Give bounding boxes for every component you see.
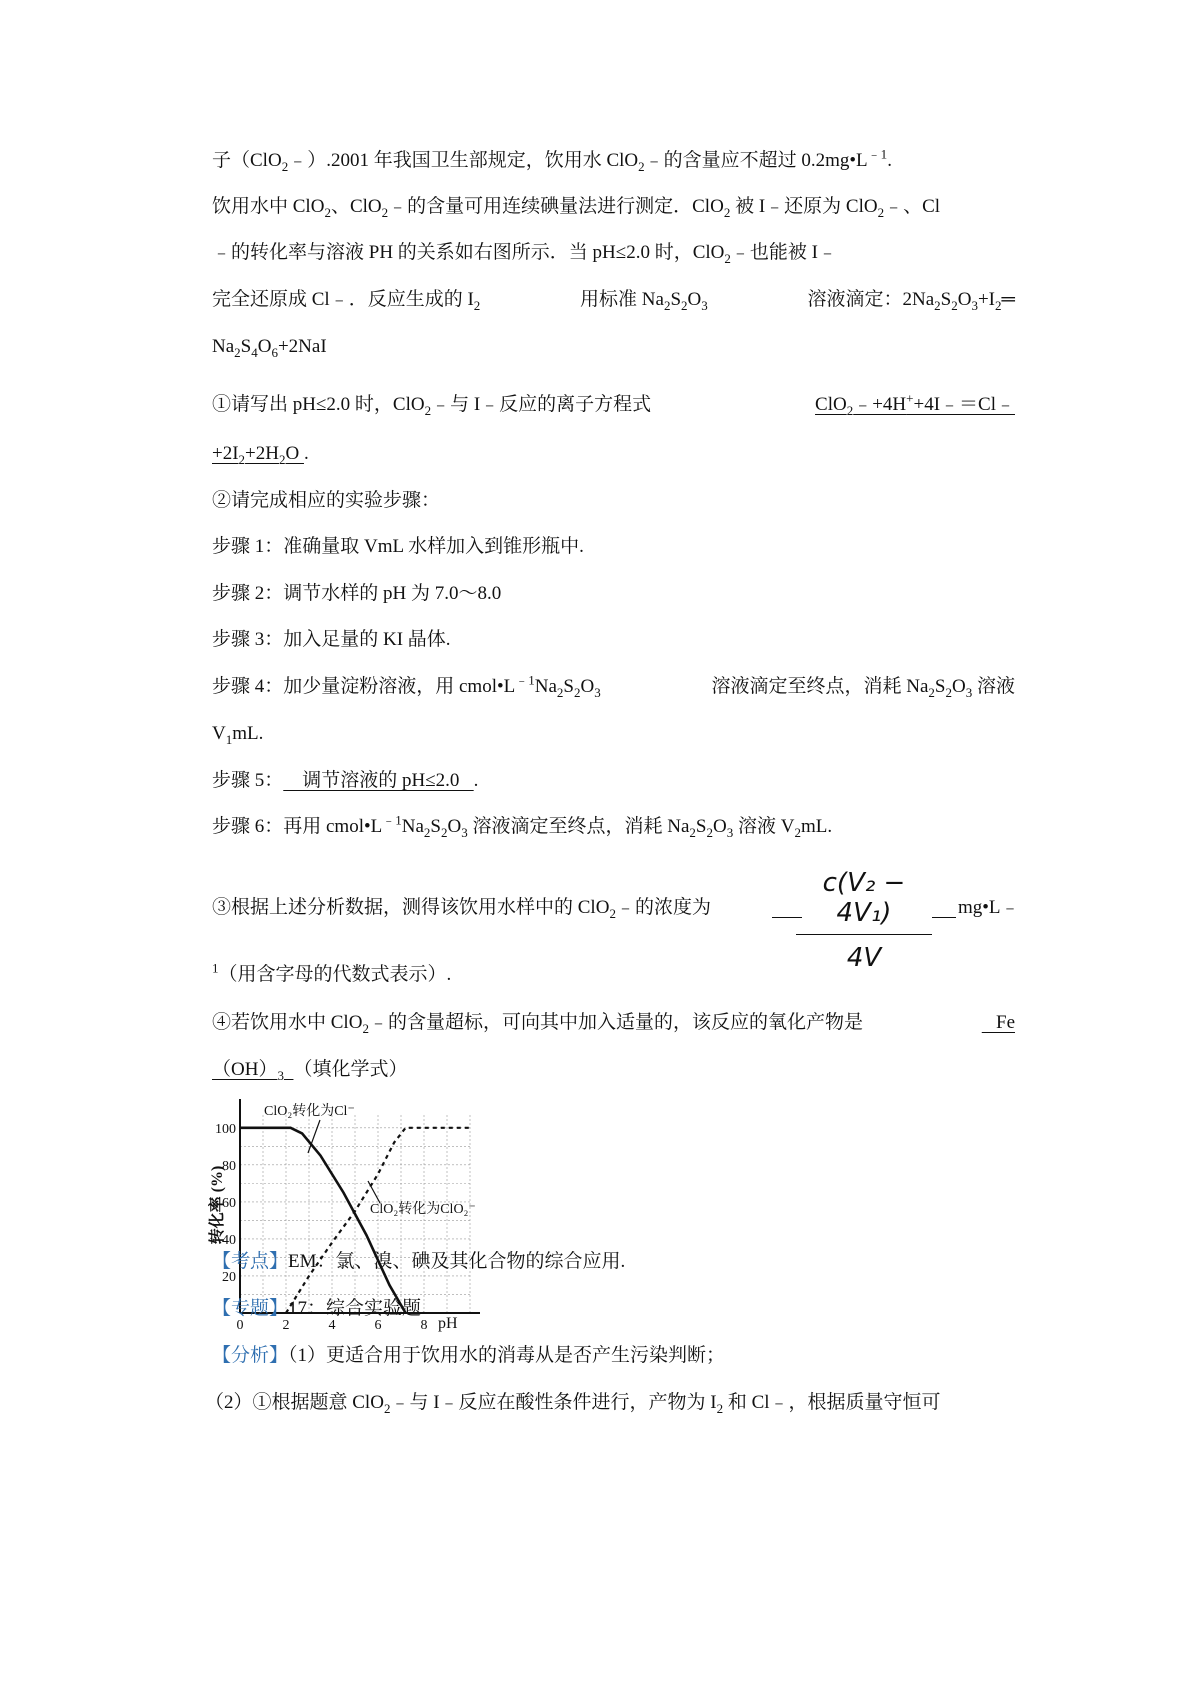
- text-line-3: [212, 240, 1015, 266]
- sub: 3: [965, 684, 973, 700]
- txt: .: [473, 770, 479, 791]
- text-line-1: [212, 148, 1015, 174]
- y-tick-label: 80: [222, 1158, 236, 1174]
- sub: 2: [638, 158, 645, 174]
- txt: 用标准 Na: [580, 289, 664, 310]
- txt: S: [430, 816, 441, 837]
- seg: [712, 674, 1015, 700]
- text-line-2: [212, 194, 1015, 220]
- txt: 17：综合实验题.: [288, 1298, 426, 1319]
- blank-underline-right: [932, 895, 956, 918]
- sub: 2: [238, 451, 246, 467]
- txt: +2NaI: [277, 336, 327, 357]
- y-tick-label: 20: [222, 1269, 236, 1285]
- sub: 2: [423, 824, 431, 840]
- seg: [212, 392, 651, 418]
- fraction-bar: [796, 934, 932, 935]
- txt: ﹣+4H: [853, 394, 907, 415]
- txt: mL.: [232, 723, 264, 744]
- sub: 4: [251, 344, 258, 360]
- txt: O: [447, 816, 462, 837]
- txt: .: [303, 443, 309, 464]
- sub: 2: [794, 824, 801, 840]
- text-line-7: [212, 441, 1015, 467]
- text-line-12: [212, 674, 1015, 700]
- sub: 2: [681, 297, 688, 313]
- x-tick-label: 4: [328, 1318, 336, 1333]
- text-line-19: [212, 1057, 1015, 1083]
- sub: 2: [716, 1400, 724, 1416]
- answer-blank: [212, 1059, 293, 1083]
- sub: 2: [723, 204, 731, 220]
- txt: ═: [1001, 289, 1015, 310]
- txt: ﹣、Cl: [884, 196, 941, 217]
- txt: +2H: [245, 443, 279, 464]
- txt: Na: [401, 816, 424, 837]
- sup: 1: [212, 960, 219, 976]
- y-axis-label: 转化率 (%): [209, 1165, 226, 1245]
- sub: 2: [689, 824, 696, 840]
- txt: ④若饮用水中 ClO: [212, 1012, 363, 1033]
- sub: 1: [225, 731, 233, 747]
- txt: ﹣也能被 I﹣: [730, 242, 837, 263]
- sub: 2: [995, 297, 1002, 313]
- unit-text: mg•L﹣: [958, 897, 1020, 918]
- y-tick-label: 40: [222, 1232, 236, 1248]
- txt: +I: [977, 289, 996, 310]
- answer-blank: [815, 392, 1015, 418]
- section-tag-kaodian: 【考点】: [212, 1251, 289, 1272]
- text-line-8: ②请完成相应的实验步骤：: [212, 490, 441, 511]
- text-line-23: [205, 1390, 1015, 1416]
- txt: V: [212, 723, 226, 744]
- text-line-18: [212, 1010, 1015, 1036]
- sup: ﹣1: [867, 146, 888, 162]
- formula-numerator: c(V₂ − 4V₁): [822, 868, 906, 928]
- y-tick-label: 100: [215, 1121, 236, 1137]
- sub: 2: [381, 204, 389, 220]
- txt: S: [695, 816, 707, 837]
- seg: [212, 674, 601, 700]
- txt: O: [580, 676, 595, 697]
- txt: 溶液滴定：2Na: [807, 289, 935, 310]
- txt: 子（ClO: [212, 150, 282, 171]
- sub: 2: [278, 451, 286, 467]
- sub: 3: [277, 1067, 284, 1083]
- text-line-5: [212, 334, 1015, 360]
- txt: O: [952, 676, 966, 697]
- txt: （OH）: [212, 1059, 278, 1080]
- text-line-15: [212, 814, 1015, 840]
- sub: 2: [928, 684, 935, 700]
- txt: 步骤 4：加少量淀粉溶液，用 cmol•L: [212, 676, 516, 697]
- formula-denominator: 4V: [846, 943, 882, 973]
- sup: ﹣1: [382, 812, 402, 828]
- text-line-4: [212, 287, 1015, 313]
- x-tick-label: 0: [236, 1318, 244, 1333]
- text-line-20: [212, 1249, 1015, 1275]
- sub: 2: [234, 344, 241, 360]
- sub: 2: [877, 204, 885, 220]
- x-tick-label: 6: [374, 1318, 382, 1333]
- txt: +4I﹣＝Cl﹣: [913, 394, 1015, 415]
- txt: +2I: [212, 443, 239, 464]
- txt: Na: [534, 676, 557, 697]
- sub: 6: [271, 344, 278, 360]
- seg: [212, 287, 480, 313]
- txt: ﹣的含量应不超过 0.2mg•L: [644, 150, 868, 171]
- sub: 2: [556, 684, 564, 700]
- txt: 饮用水中 ClO: [212, 196, 325, 217]
- sub: 3: [701, 297, 708, 313]
- section-tag-zhuanti: 【专题】: [212, 1298, 289, 1319]
- txt: ClO: [815, 394, 847, 415]
- sub: 3: [461, 824, 468, 840]
- text-line-9: 步骤 1：准确量取 VmL 水样加入到锥形瓶中.: [212, 536, 584, 557]
- txt: 、ClO: [330, 196, 382, 217]
- txt: ﹣的含量可用连续碘量法进行测定．ClO: [388, 196, 724, 217]
- txt: EM：氯、溴、碘及其化合物的综合应用.: [288, 1251, 626, 1272]
- txt: （用含字母的代数式表示）.: [218, 964, 452, 985]
- txt: S: [563, 676, 574, 697]
- txt: S: [670, 289, 682, 310]
- sub: 2: [281, 158, 289, 174]
- text-line-14: [212, 768, 1015, 794]
- txt: O: [257, 336, 272, 357]
- txt: ﹣的转化率与溶液 PH 的关系如右图所示．当 pH≤2.0 时，ClO: [212, 242, 725, 263]
- seg: [808, 287, 1015, 313]
- concentration-formula: [796, 868, 932, 973]
- text-line-17: [212, 962, 1015, 988]
- txt: S: [240, 336, 252, 357]
- sub: 3: [594, 684, 601, 700]
- txt: ﹣与 I﹣反应在酸性条件进行，产物为 I: [390, 1392, 717, 1413]
- text-line-22: [212, 1343, 1015, 1369]
- sub: 2: [324, 204, 331, 220]
- txt: 完全还原成 Cl﹣．反应生成的 I: [212, 289, 474, 310]
- sub: 2: [473, 297, 481, 313]
- txt: 步骤 5：: [212, 770, 284, 791]
- txt: S: [940, 289, 952, 310]
- sub: 2: [945, 684, 952, 700]
- txt: ﹣与 I﹣反应的离子方程式: [431, 394, 652, 415]
- answer-blank: 调节溶液的 pH≤2.0: [283, 770, 474, 791]
- txt: Na: [212, 336, 235, 357]
- txt: ①请写出 pH≤2.0 时，ClO: [212, 394, 425, 415]
- txt: 溶液: [972, 676, 1015, 697]
- section-tag-fenxi: 【分析】: [212, 1345, 289, 1366]
- txt: mL.: [800, 816, 833, 837]
- text-line-21: [212, 1296, 1015, 1322]
- sub: 2: [609, 905, 616, 921]
- txt: 溶液 V: [733, 816, 795, 837]
- sub: 2: [724, 250, 731, 266]
- txt: ﹣的浓度为: [615, 897, 711, 918]
- txt: O: [687, 289, 702, 310]
- sub: 2: [574, 684, 581, 700]
- text-line-10: 步骤 2：调节水样的 pH 为 7.0～8.0: [212, 583, 502, 604]
- txt: 溶液滴定至终点，消耗 Na: [467, 816, 690, 837]
- seg: [212, 1010, 863, 1036]
- sub: 2: [362, 1020, 369, 1036]
- sub: 2: [846, 402, 854, 418]
- annotation-to-chloride: ClO₂转化为Cl⁻: [264, 1104, 355, 1119]
- txt: O: [285, 443, 304, 464]
- txt: S: [934, 676, 946, 697]
- answer-blank: [212, 443, 304, 467]
- text-line-11: 步骤 3：加入足量的 KI 晶体.: [212, 629, 451, 650]
- sub: 2: [951, 297, 958, 313]
- txt: （2）①根据题意 ClO: [205, 1392, 384, 1413]
- x-tick-label: 8: [420, 1318, 428, 1333]
- txt: 和 Cl﹣，根据质量守恒可: [723, 1392, 941, 1413]
- sub: 2: [663, 297, 671, 313]
- text-line-13: [212, 721, 1015, 747]
- sup: ﹣1: [515, 672, 535, 688]
- sub: 2: [424, 402, 432, 418]
- annotation-to-chlorite: ClO₂转化为ClO₂⁻: [370, 1202, 476, 1217]
- txt: 溶液滴定至终点，消耗 Na: [711, 676, 929, 697]
- x-tick-label: 2: [282, 1318, 290, 1333]
- y-tick-label: 60: [222, 1195, 236, 1211]
- text-line-6: [212, 392, 1015, 418]
- sub: 2: [383, 1400, 391, 1416]
- sub: 2: [441, 824, 448, 840]
- sub: 3: [726, 824, 734, 840]
- txt: ③根据上述分析数据，测得该饮用水样中的 ClO: [212, 897, 610, 918]
- txt: 被 I﹣还原为 ClO: [730, 196, 878, 217]
- sub: 2: [706, 824, 713, 840]
- txt: O: [957, 289, 972, 310]
- txt: （填化学式）: [293, 1059, 408, 1080]
- sub: 3: [971, 297, 978, 313]
- sub: 2: [934, 297, 941, 313]
- sup: +: [906, 390, 914, 406]
- txt: .: [887, 150, 892, 171]
- txt: 步骤 6：再用 cmol•L: [212, 816, 383, 837]
- seg: [580, 287, 708, 313]
- txt: ﹣）.2001 年我国卫生部规定，饮用水 ClO: [288, 150, 639, 171]
- txt: O: [712, 816, 727, 837]
- answer-blank: Fe: [981, 1012, 1015, 1033]
- x-axis-label: pH: [438, 1315, 458, 1332]
- txt: （1）更适合用于饮用水的消毒从是否产生污染判断；: [288, 1345, 726, 1366]
- txt: ﹣的含量超标，可向其中加入适量的，该反应的氧化产物是: [368, 1012, 863, 1033]
